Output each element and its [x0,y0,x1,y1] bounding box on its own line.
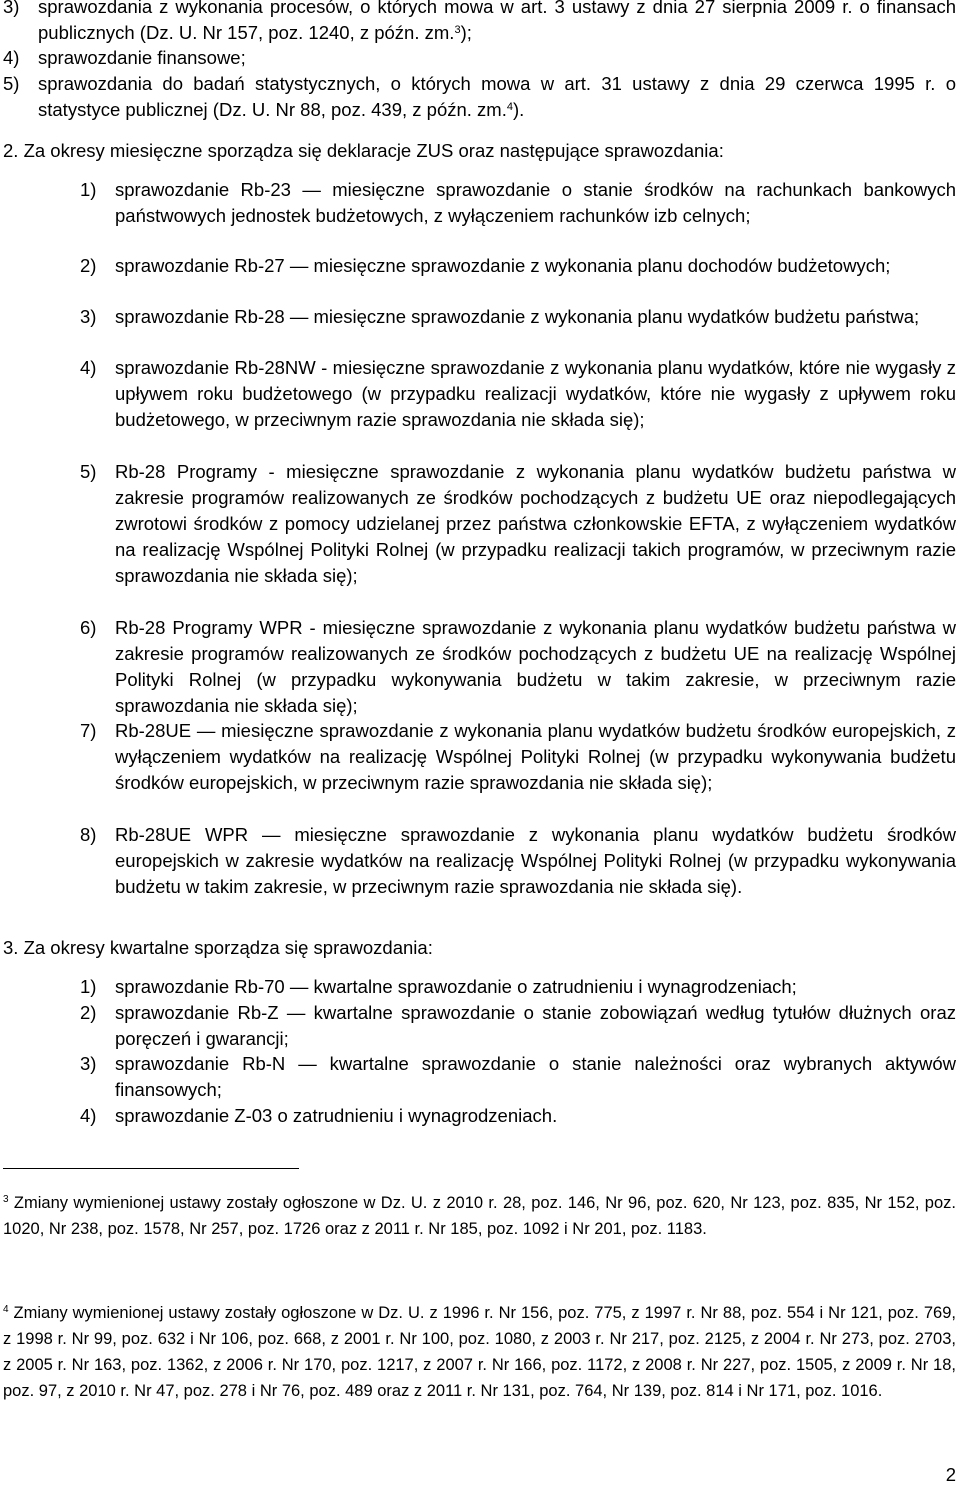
section-heading-text: Za okresy kwartalne sporządza się sprawozdania: [23,937,433,958]
footnote-ref-4[interactable]: 4 [506,101,513,113]
list-item-text: Rb-28UE WPR ― miesięczne sprawozdanie z wykonania planu wydatków budżetu środków europejskich w zakresie wydatków na realizację Wspólnej Polityki Rolnej (w przypadku wykonywania budżetu w takim zakresie, w przeciwnym razie sprawozdania nie składa się). [115,824,956,897]
footnote-4 [3,1300,956,1404]
section-number: 3. [3,937,19,958]
list-item-number: 8) [80,824,97,845]
list-item-number: 2) [80,255,97,276]
list-item-number: 6) [80,617,97,638]
list-item-text: sprawozdanie Rb-70 ― kwartalne sprawozdanie o zatrudnieniu i wynagrodzeniach; [115,976,797,997]
footnote-mark: 3 [3,1194,9,1205]
list-item-text: Rb-28 Programy - miesięczne sprawozdanie z wykonania planu wydatków budżetu państwa w zakresie programów realizowanych ze środków pochodzących z budżetu UE oraz niepodlegających zwrotowi środków z pomocy udzielanej przez państwa członkowskie EFTA, z wyłączeniem wydatków na realizację Wspólnej Polityki Rolnej (w przypadku realizacji takich programów, w przeciwnym razie sprawozdania nie składa się); [115,461,956,586]
list-item-number: 1) [80,179,97,200]
list-item-text: sprawozdania do badań statystycznych, o których mowa w art. 31 ustawy z dnia 29 czerwca 1995 r. o statystyce publicznej (Dz. U. Nr 88, poz. 439, z późn. zm.$^4$). [38,73,956,120]
list-item-text: sprawozdanie Rb-N ― kwartalne sprawozdanie o stanie należności oraz wybranych aktywów finansowych; [115,1053,956,1100]
section-number: 2. [3,140,19,161]
list-item-text: sprawozdanie Rb-28 ― miesięczne sprawozdanie z wykonania planu wydatków budżetu państwa; [115,306,920,327]
list-item-number: 5) [3,73,20,94]
footnote-text: Zmiany wymienionej ustawy zostały ogłoszone w Dz. U. z 2010 r. 28, poz. 146, Nr 96, poz. 620, Nr 123, poz. 835, Nr 152, poz. 1020, Nr 238, poz. 1578, Nr 257, poz. 1726 oraz z 2011 r. Nr 185, poz. 1092 i Nr 201, poz. 1183. [3,1194,956,1238]
list-item-text: sprawozdanie Rb-28NW - miesięczne sprawozdanie z wykonania planu wydatków, które nie wygasły z upływem roku budżetowego (w przypadku realizacji wydatków, które nie wygasły z upływem roku budżetowego, w przeciwnym razie sprawozdania nie składa się); [115,357,956,430]
list-item-text: sprawozdanie Rb-23 ― miesięczne sprawozdanie o stanie środków na rachunkach bankowych państwowych jednostek budżetowych, z wyłączeniem rachunków izb celnych; [115,179,956,226]
list-item-text: sprawozdanie Rb-27 ― miesięczne sprawozdanie z wykonania planu dochodów budżetowych; [115,255,891,276]
list-item-number: 5) [80,461,97,482]
section-3-heading [3,935,433,961]
section-2-heading [3,138,724,164]
list-item-number: 4) [80,357,97,378]
list-item-text: sprawozdanie finansowe; [38,47,246,68]
list-item-text: Rb-28UE ― miesięczne sprawozdanie z wykonania planu wydatków budżetu środków europejskich, z wyłączeniem wydatków na realizację Wspólnej Polityki Rolnej (w przypadku wykonywania budżetu środków europejskich, w przeciwnym razie sprawozdania nie składa się); [115,720,956,793]
list-item-number: 4) [80,1105,97,1126]
list-item-number: 3) [80,1053,97,1074]
footnote-text: Zmiany wymienionej ustawy zostały ogłoszone w Dz. U. z 1996 r. Nr 156, poz. 775, z 1997 r. Nr 88, poz. 554 i Nr 121, poz. 769, z 1998 r. Nr 99, poz. 632 i Nr 106, poz. 668, z 2001 r. Nr 100, poz. 1080, z 2003 r. Nr 217, poz. 2125, z 2004 r. Nr 273, poz. 2703, z 2005 r. Nr 163, poz. 1362, z 2006 r. Nr 170, poz. 1217, z 2007 r. Nr 166, poz. 1172, z 2008 r. Nr 227, poz. 1505, z 2009 r. Nr 18, poz. 97, z 2010 r. Nr 47, poz. 278 i Nr 76, poz. 489 oraz z 2011 r. Nr 131, poz. 764, Nr 139, poz. 814 i Nr 171, poz. 1016. [3,1304,956,1400]
page-number: 2 [945,1464,956,1485]
footnote-separator [3,1168,299,1169]
list-item-text: sprawozdanie Rb-Z ― kwartalne sprawozdanie o stanie zobowiązań według tytułów dłużnych oraz poręczeń i gwarancji; [115,1002,956,1049]
list-item-text: sprawozdanie Z-03 o zatrudnieniu i wynagrodzeniach. [115,1105,558,1126]
list-item-number: 4) [3,47,20,68]
list-item-number: 1) [80,976,97,997]
footnote-ref-3[interactable]: 3 [454,24,461,36]
list-item-number: 3) [3,0,20,17]
footnote-mark: 4 [3,1304,9,1315]
list-item-number: 2) [80,1002,97,1023]
list-item-number: 7) [80,720,97,741]
list-item-text: Rb-28 Programy WPR - miesięczne sprawozdanie z wykonania planu wydatków budżetu państwa w zakresie programów realizowanych ze środków pochodzących z budżetu UE na realizację Wspólnej Polityki Rolnej (w przypadku wykonywania budżetu w takim zakresie, w przeciwnym razie sprawozdania nie składa się); [115,617,956,716]
list-item-number: 3) [80,306,97,327]
list-item-text: sprawozdania z wykonania procesów, o których mowa w art. 3 ustawy z dnia 27 sierpnia 2009 r. o finansach publicznych (Dz. U. Nr 157, poz. 1240, z późn. zm.$^3$); [38,0,956,43]
section-heading-text: Za okresy miesięczne sporządza się deklaracje ZUS oraz następujące sprawozdania: [23,140,724,161]
footnote-3 [3,1190,956,1242]
